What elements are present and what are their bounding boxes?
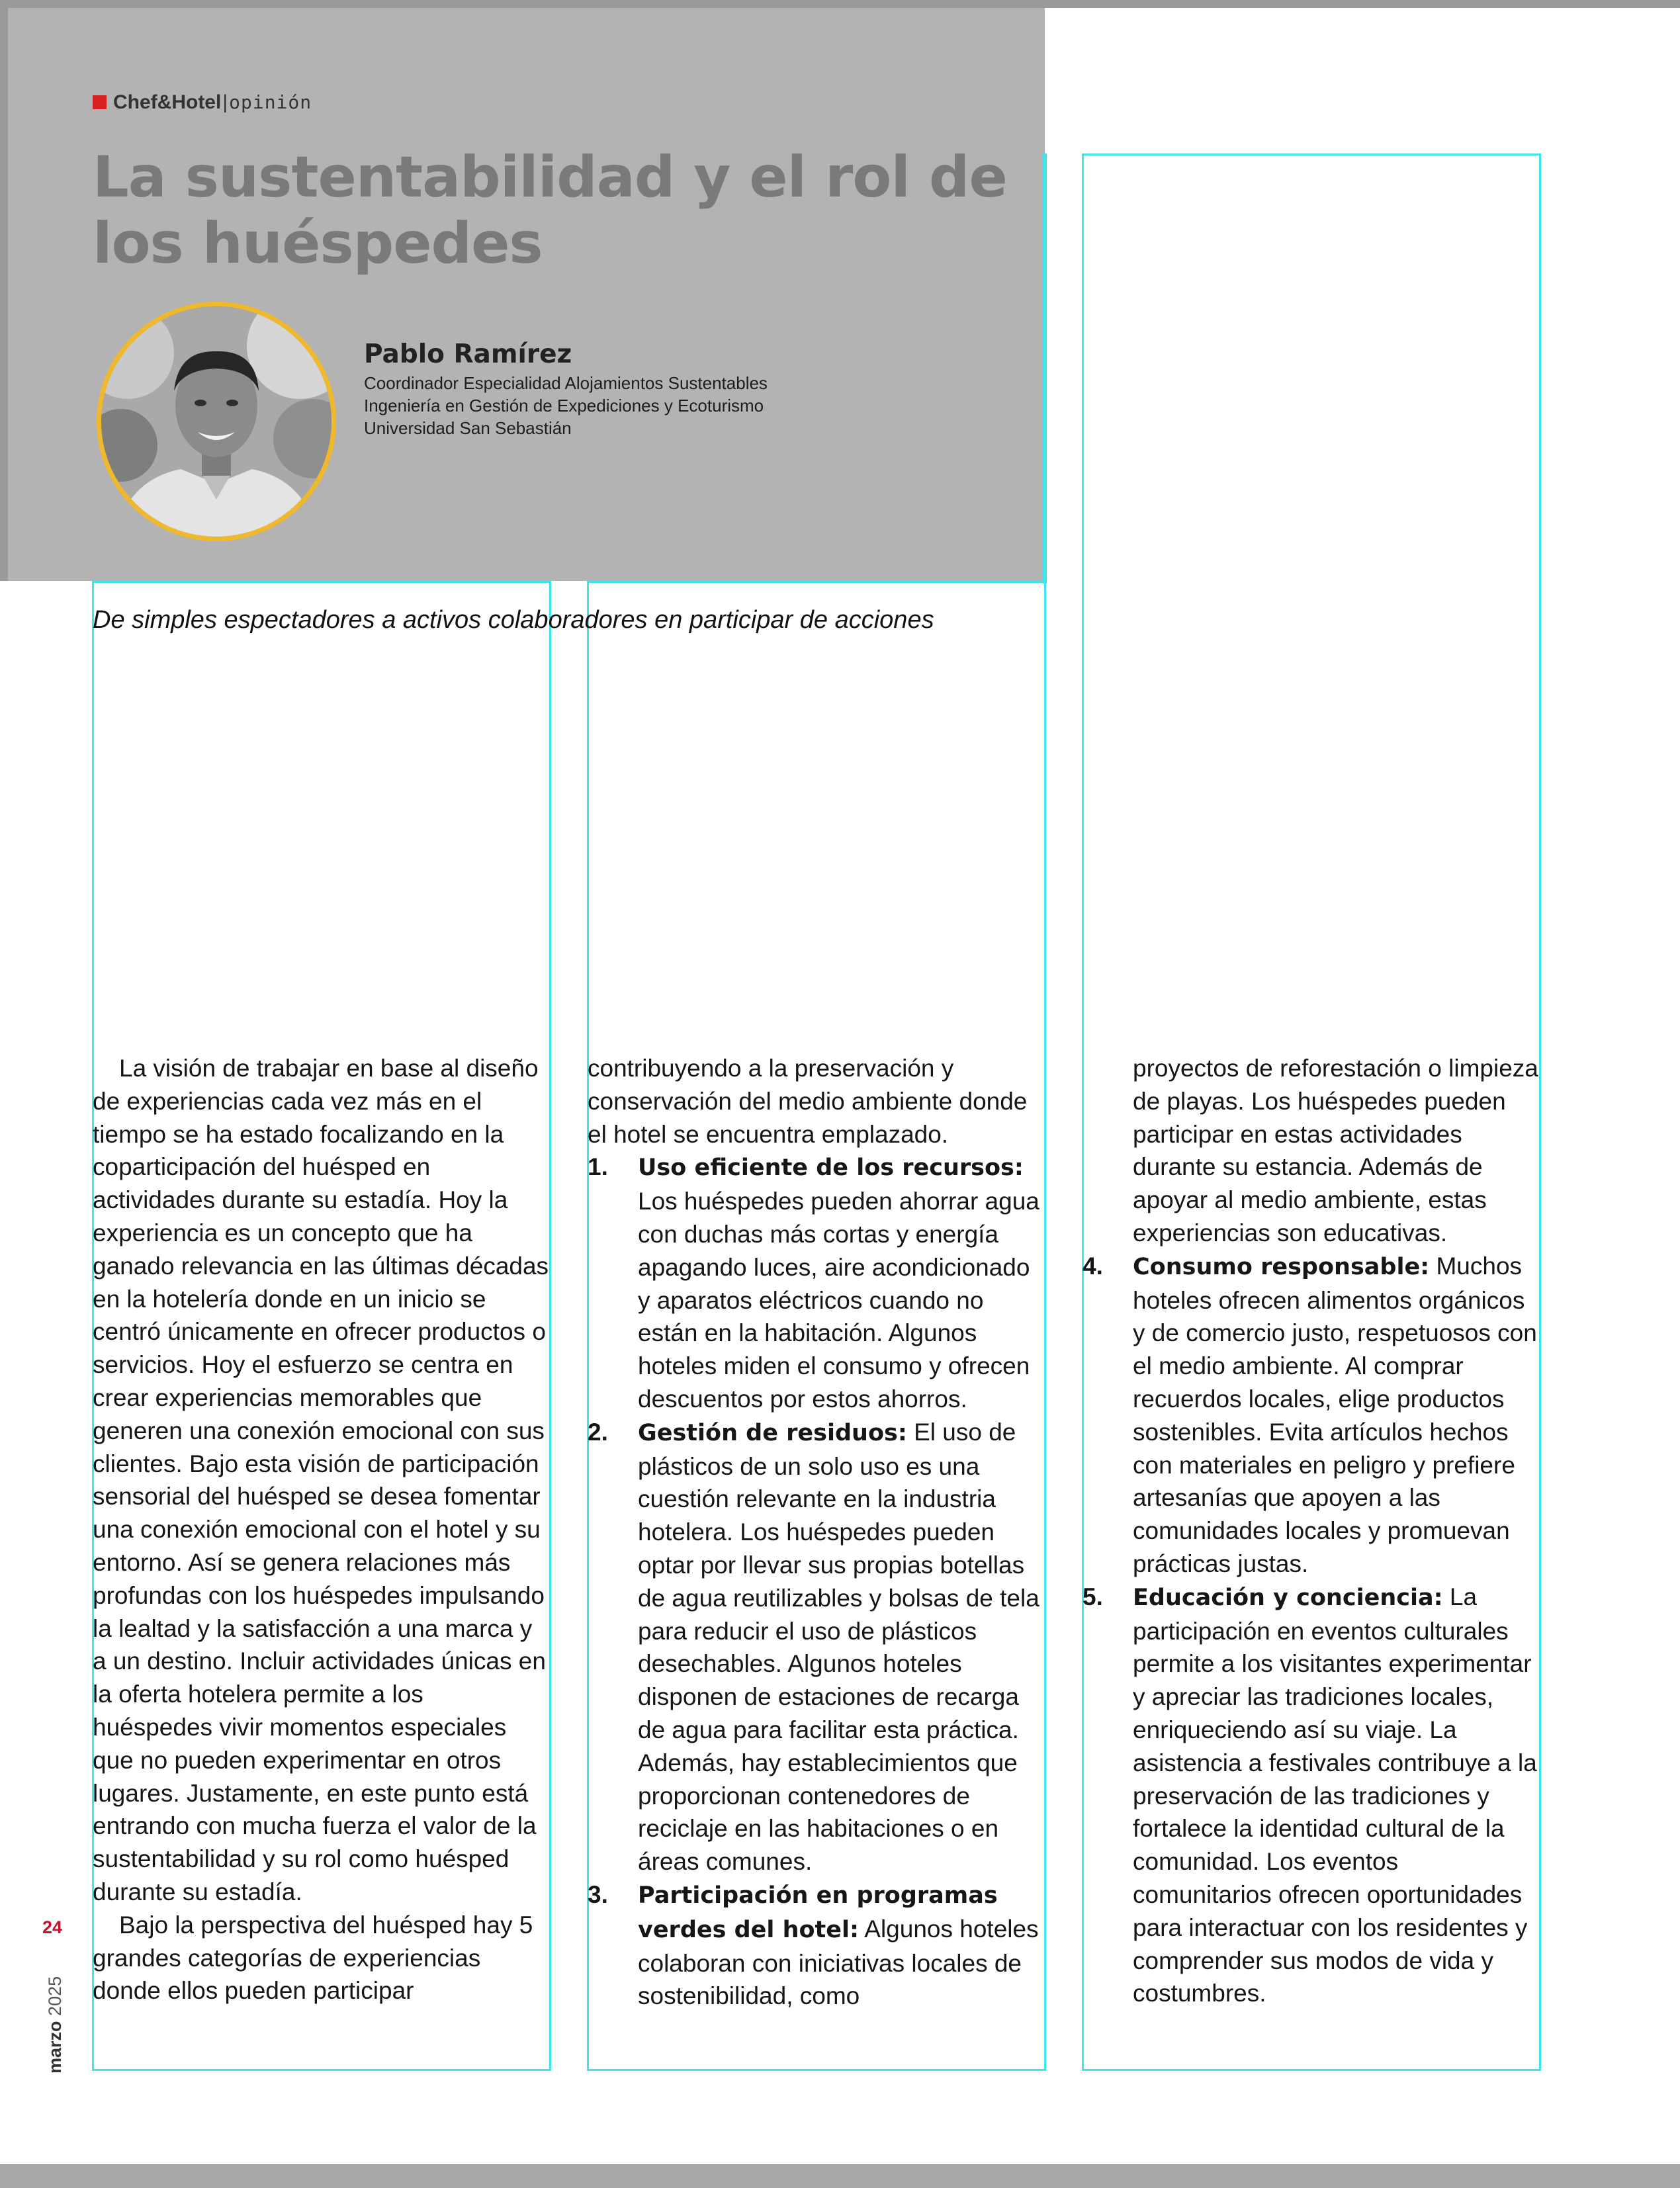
page-number: 24	[42, 1917, 63, 1937]
list-item-heading: Educación y conciencia:	[1133, 1584, 1443, 1611]
issue-month: marzo	[45, 2021, 65, 2074]
author-photo-illustration	[101, 306, 332, 537]
list-item-heading: Uso eficiente de los recursos:	[638, 1155, 1024, 1182]
list-item	[1083, 1581, 1539, 2010]
author-role: Coordinador Especialidad Alojamientos Sustentables	[364, 373, 768, 393]
list-number: 3.	[588, 1880, 608, 1908]
author-name: Pablo Ramírez	[364, 339, 572, 369]
article-subtitle: De simples espectadores a activos colaboradores en participar de acciones	[93, 606, 934, 634]
list-item	[588, 1151, 1044, 1415]
article-title: La sustentabilidad y el rol de los huéspedes	[93, 144, 1007, 277]
body-paragraph: contribuyendo a la preservación y conservación del medio ambiente donde el hotel se encuentra emplazado.	[588, 1055, 1028, 1148]
article-column-1	[93, 1052, 549, 2007]
list-number: 4.	[1083, 1252, 1103, 1280]
section-category: opinión	[229, 91, 312, 113]
author-portrait	[97, 302, 336, 541]
list-item-text: Muchos hoteles ofrecen alimentos orgánicos y de comercio justo, respetuosos con el medio ambiente. Al comprar recuerdos locales, elige productos sostenibles. Evita artículos hechos con materiales en peligro y prefiere artesanías que apoyen a las comunidades locales y promuevan prácticas justas.	[1133, 1252, 1537, 1577]
list-item-text: La participación en eventos culturales permite a los visitantes experimentar y apreciar las tradiciones locales, enriqueciendo así su viaje. La asistencia a festivales contribuye a la preservación de las tradiciones y fortalece la identidad cultural de la comunidad. Los eventos comunitarios ofrecen oportunidades para interactuar con los residentes y comprender sus modos de vida y costumbres.	[1133, 1583, 1537, 2007]
experience-list	[1083, 1250, 1539, 2010]
list-item-heading: Gestión de residuos:	[638, 1419, 907, 1446]
column-guide-2-upper	[1043, 153, 1047, 584]
list-item-heading: Consumo responsable:	[1133, 1253, 1430, 1280]
list-item-text: Algunos hoteles colaboran con iniciativas locales de sostenibilidad, como	[638, 1915, 1039, 2010]
body-paragraph: Bajo la perspectiva del huésped hay 5 grandes categorías de experiencias donde ellos pueden participar	[93, 1911, 533, 2005]
list-item	[1083, 1250, 1539, 1581]
page-frame-bottom	[0, 2164, 1680, 2188]
list-item-text: El uso de plásticos de un solo uso es una cuestión relevante en la industria hotelera. Los huéspedes pueden optar por llevar sus propias botellas de agua reutilizables y bolsas de tela para reducir el uso de plásticos desechables. Algunos hoteles disponen de estaciones de recarga de agua para facilitar esta práctica. Además, hay establecimientos que proporcionan contenedores de reciclaje en las habitaciones o en áreas comunes.	[638, 1418, 1039, 1876]
issue-date	[45, 1976, 66, 2074]
page-frame-left	[0, 0, 8, 581]
label-separator: |	[222, 91, 228, 113]
page-frame-top	[0, 0, 1680, 8]
list-item	[588, 1416, 1044, 1878]
author-info	[364, 337, 768, 439]
experience-list	[588, 1151, 1044, 2013]
list-number: 2.	[588, 1418, 608, 1446]
article-column-3	[1083, 1052, 1539, 2010]
body-paragraph: La visión de trabajar en base al diseño de experiencias cada vez más en el tiempo se ha estado focalizando en la coparticipación del huésped en actividades durante su estadía. Hoy la experiencia es un concepto que ha ganado relevancia en las últimas décadas en la hotelería donde en un inicio se centró únicamente en ofrecer productos o servicios. Hoy el esfuerzo se centra en crear experiencias memorables que generen una conexión emocional con sus clientes. Bajo esta visión de participación sensorial del huésped se desea fomentar una conexión emocional con el hotel y su entorno. Así se genera relaciones más profundas con los huéspedes impulsando la lealtad y la satisfacción a una marca y a un destino. Incluir actividades únicas en la oferta hotelera permite a los huéspedes vivir momentos especiales que no pueden experimentar en otros lugares. Justamente, en este punto está entrando con mucha fuerza el valor de la sustentabilidad y su rol como huésped durante su estadía.	[93, 1055, 549, 1905]
section-label	[93, 91, 312, 114]
issue-year: 2025	[45, 1976, 65, 2016]
magazine-brand: Chef&Hotel	[113, 91, 222, 113]
article-column-2	[588, 1052, 1044, 2013]
author-university: Universidad San Sebastián	[364, 418, 572, 438]
list-number: 1.	[588, 1153, 608, 1181]
list-item-text: Los huéspedes pueden ahorrar agua con duchas más cortas y energía apagando luces, aire acondicionado y aparatos eléctricos cuando no están en la habitación. Algunos hoteles miden el consumo y ofrecen descuentos por estos ahorros.	[638, 1188, 1039, 1413]
list-item-continuation: proyectos de reforestación o limpieza de playas. Los huéspedes pueden participar en estas actividades durante su estancia. Además de apoyar al medio ambiente, estas experiencias son educativas.	[1133, 1055, 1538, 1247]
red-square-icon	[93, 95, 107, 109]
author-program: Ingeniería en Gestión de Expediciones y Ecoturismo	[364, 396, 764, 416]
list-item-heading: Participación en programas verdes del hotel:	[638, 1882, 998, 1943]
list-item	[588, 1878, 1044, 2013]
list-number: 5.	[1083, 1583, 1103, 1610]
